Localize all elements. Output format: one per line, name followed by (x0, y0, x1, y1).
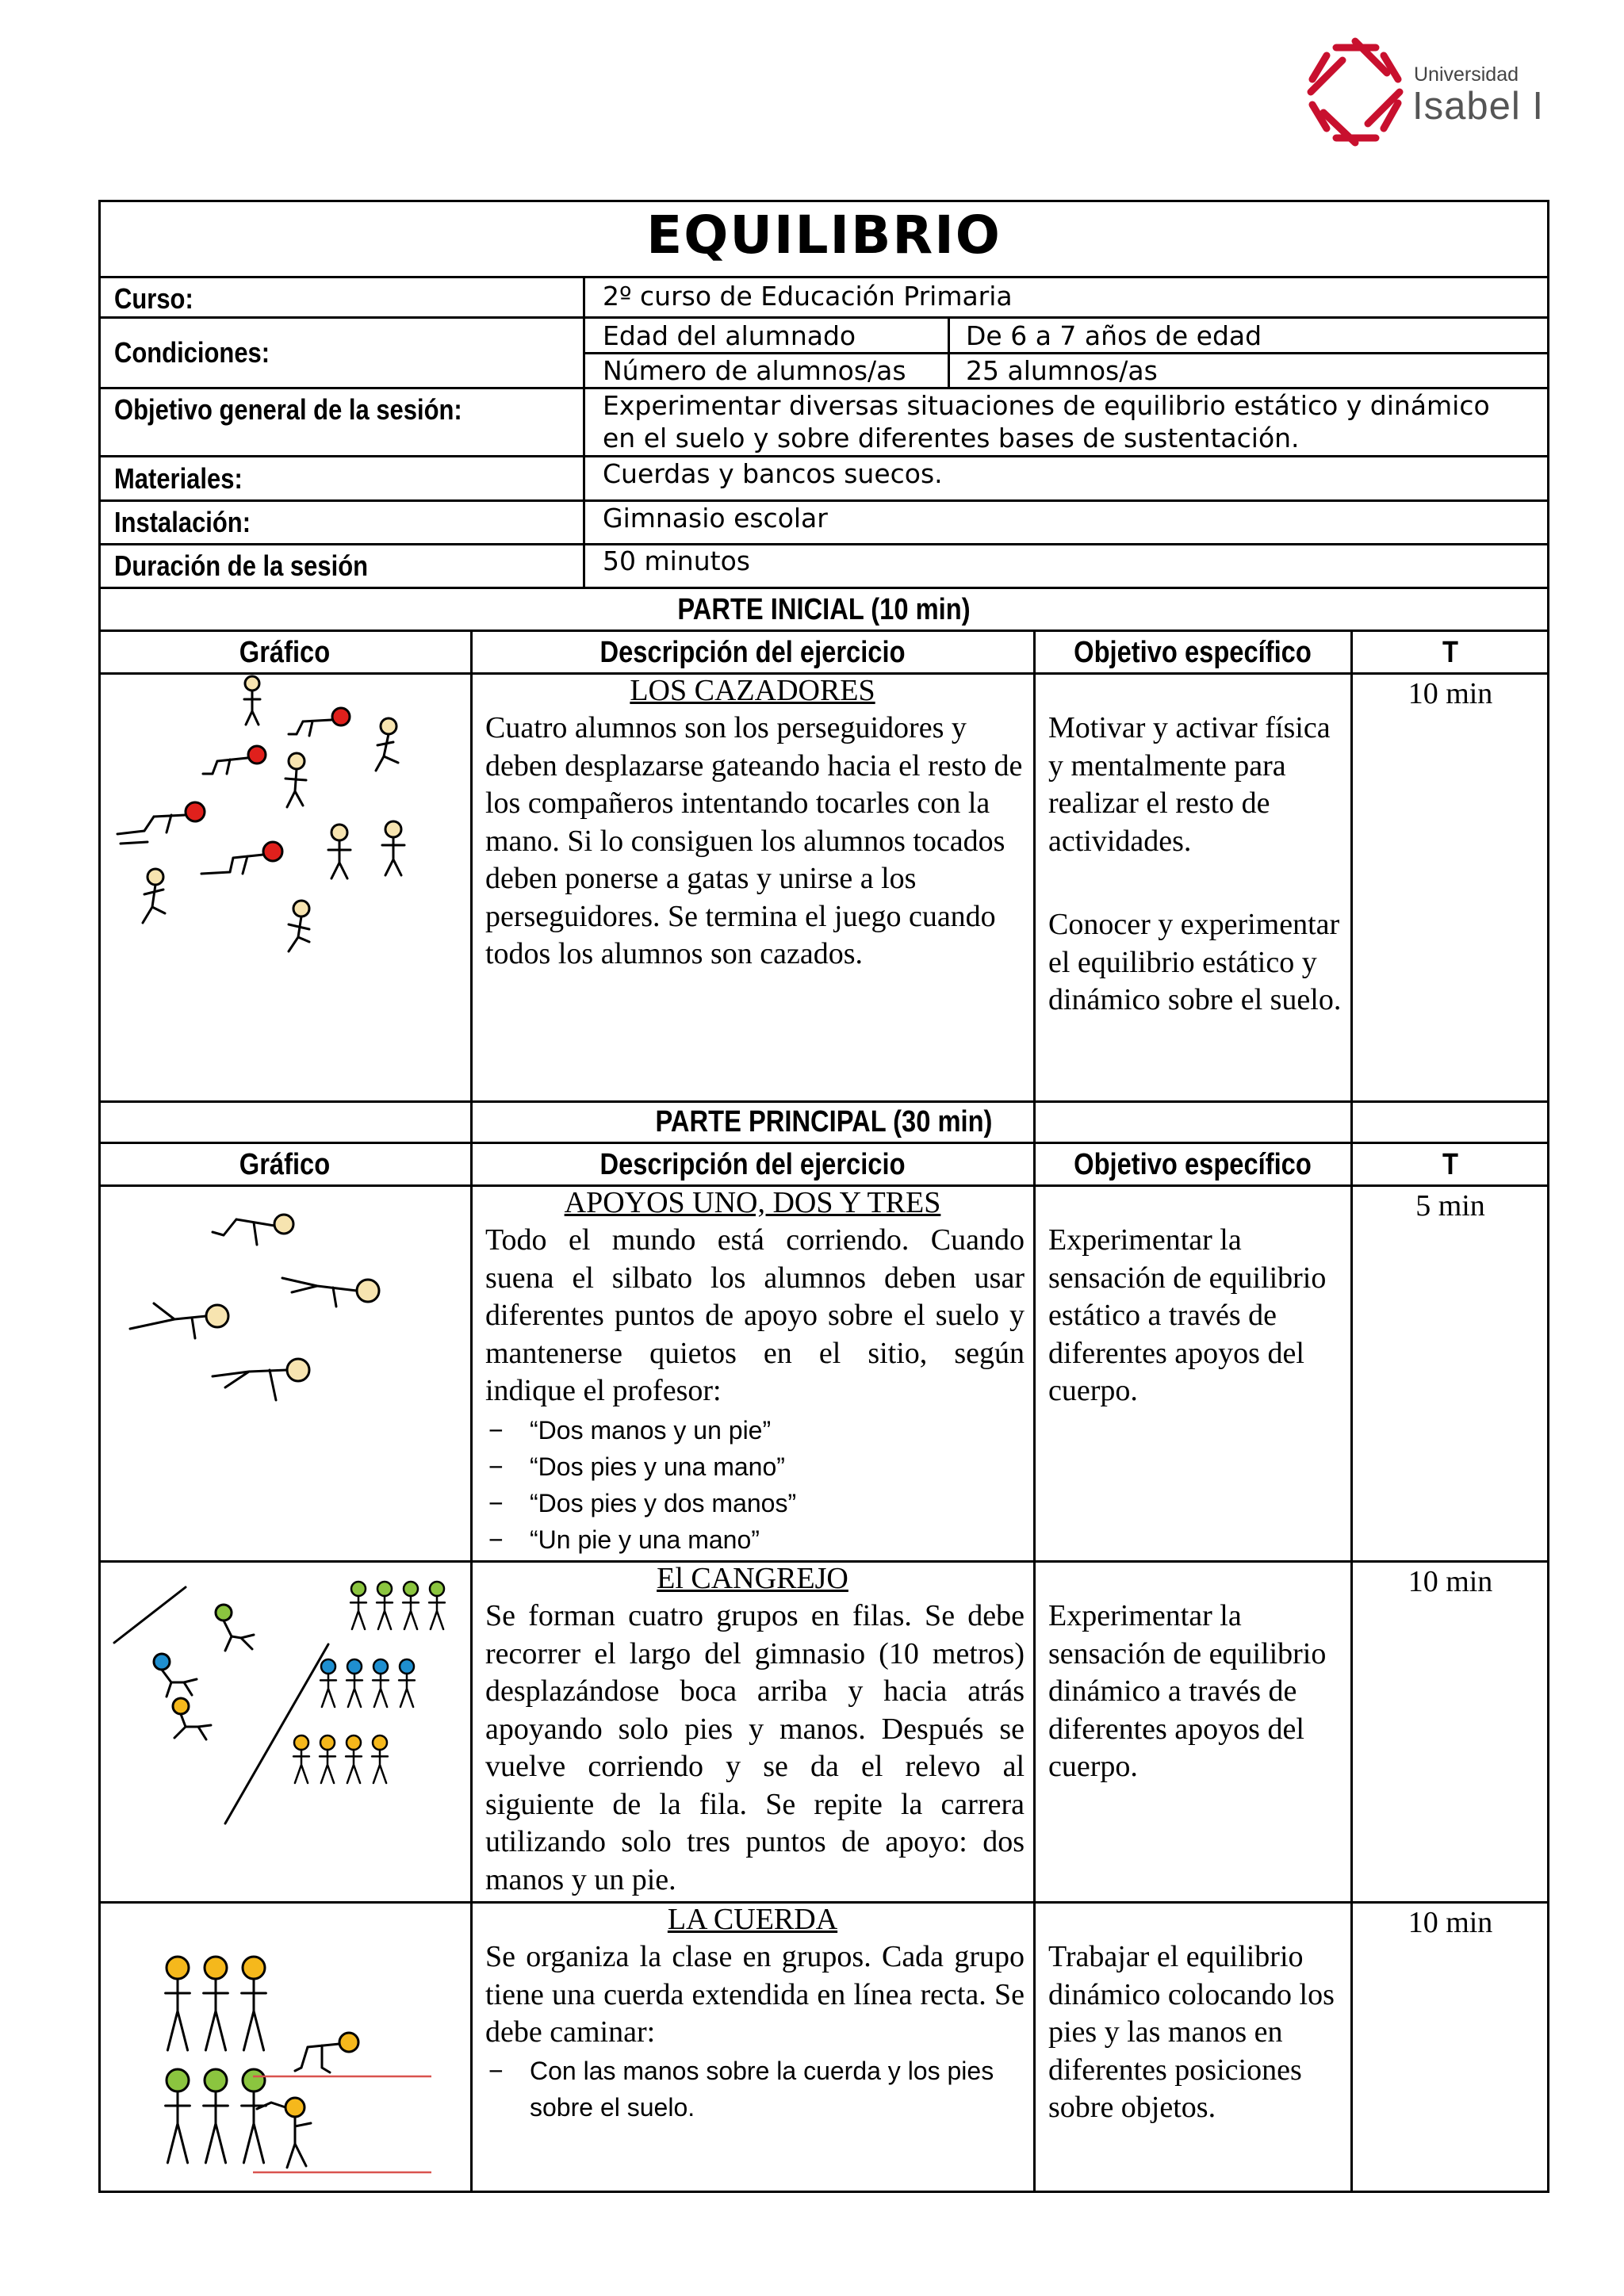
duracion-value: 50 minutos (603, 545, 750, 576)
stick-figure-head (167, 1957, 189, 1979)
cuerda-time: 10 min (1408, 1906, 1493, 1939)
stick-figure-body (346, 1750, 362, 1783)
cuerda-title: LA CUERDA (667, 1903, 838, 1936)
instalacion-label: Instalación: (114, 506, 251, 538)
cazadores-objective-1: Motivar y activar física y mentalmente para realizar el resto de actividades. (1048, 711, 1331, 858)
objetivo-general-label: Objetivo general de la sesión: (114, 393, 462, 426)
stick-figure-head (347, 1735, 361, 1750)
stick-figure-head (404, 1582, 418, 1596)
materiales-label: Materiales: (114, 462, 243, 495)
stick-figure-body (320, 1674, 336, 1707)
cazadores-illustration (98, 675, 471, 945)
col-tiempo-header-2: T (1442, 1148, 1458, 1181)
stick-figure-body (399, 1674, 415, 1707)
materiales-value: Cuerdas y bancos suecos. (603, 458, 943, 489)
stick-figure-head (400, 1659, 414, 1674)
logo-star-icon (1304, 40, 1408, 147)
stick-figure-head (377, 1582, 392, 1596)
logo-text-universidad: Universidad (1414, 63, 1519, 86)
stick-figure-body (347, 1674, 362, 1707)
numero-label: Número de alumnos/as (603, 355, 906, 386)
apoyos-list (487, 1412, 1026, 1558)
stick-figure-body (204, 2091, 228, 2163)
stick-figure-head (243, 2069, 265, 2091)
stick-figure-body (429, 1596, 445, 1629)
stick-figure-body (320, 1750, 335, 1783)
stick-figure-body (204, 1979, 228, 2050)
objetivo-general-line2: en el suelo y sobre diferentes bases de sustentación. (603, 423, 1300, 453)
stick-figure-body (403, 1596, 419, 1629)
stick-figure-head (205, 1957, 227, 1979)
condiciones-label: Condiciones: (114, 336, 270, 369)
edad-value: De 6 a 7 años de edad (966, 320, 1262, 351)
col-grafico-header-2: Gráfico (239, 1148, 331, 1181)
cuerda-illustration (98, 1904, 471, 2190)
stick-figure-head (351, 1582, 366, 1596)
duracion-label: Duración de la sesión (114, 549, 369, 582)
edad-label: Edad del alumnado (603, 320, 856, 351)
cazadores-objective-2: Conocer y experimentar el equilibrio estático y dinámico sobre el suelo. (1048, 908, 1342, 1016)
stick-figure-head (205, 2069, 227, 2091)
university-logo (1304, 40, 1566, 147)
curso-value: 2º curso de Educación Primaria (603, 281, 1013, 312)
cuerda-description: Se organiza la clase en grupos. Cada grupo tiene una cuerda extendida en línea recta. Se debe caminar: (485, 1940, 1025, 2049)
parte-inicial-heading: PARTE INICIAL (10 min) (677, 593, 971, 626)
stick-figure-body (242, 2091, 266, 2163)
cangrejo-description: Se forman cuatro grupos en filas. Se debe recorrer el largo del gimnasio (10 metros) desplazándose boca arriba y hacia atrás apoyando solo pies y manos. Después se vuelve corriendo y se da el relevo al siguiente de la fila. Se repite la carrera utilizando solo tres puntos de apoyo: dos manos y un pie. (485, 1599, 1025, 1896)
col-objetivo-header: Objetivo específico (1074, 636, 1312, 669)
list-item: − “Dos pies y una mano” (487, 1448, 1026, 1485)
stick-figure-head (320, 1735, 335, 1750)
stick-figure-head (347, 1659, 362, 1674)
instalacion-value: Gimnasio escolar (603, 503, 828, 534)
col-tiempo-header: T (1442, 636, 1458, 669)
col-objetivo-header-2: Objetivo específico (1074, 1148, 1312, 1181)
session-sheet (98, 200, 1549, 2193)
list-item: − “Un pie y una mano” (487, 1521, 1026, 1558)
cangrejo-objective: Experimentar la sensación de equilibrio dinámico a través de diferentes apoyos del cuerpo. (1048, 1599, 1327, 1783)
apoyos-objective: Experimentar la sensación de equilibrio estático a través de diferentes apoyos del cuerpo. (1048, 1223, 1327, 1407)
stick-figure-head (167, 2069, 189, 2091)
stick-figure-body (293, 1750, 309, 1783)
apoyos-description: Todo el mundo está corriendo. Cuando suena el silbato los alumnos deben usar diferentes puntos de apoyo sobre el suelo y mantenerse quietos en el sitio, según indique el profesor: (485, 1223, 1025, 1407)
stick-figure-head (373, 1659, 388, 1674)
stick-figure-head (294, 1735, 308, 1750)
apoyos-illustration (98, 1188, 471, 1560)
parte-principal-heading: PARTE PRINCIPAL (30 min) (655, 1105, 993, 1138)
stick-figure-body (377, 1596, 393, 1629)
stick-figure-head (373, 1735, 387, 1750)
stick-figure-body (372, 1750, 388, 1783)
cangrejo-illustration (98, 1563, 471, 1896)
stick-figure-body (166, 2091, 190, 2163)
col-descripcion-header-2: Descripción del ejercicio (599, 1148, 906, 1181)
cazadores-title: LOS CAZADORES (630, 674, 875, 707)
cangrejo-title: El CANGREJO (657, 1562, 848, 1595)
curso-label: Curso: (114, 282, 193, 315)
stick-figure-body (166, 1979, 190, 2050)
list-item: − “Dos pies y dos manos” (487, 1485, 1026, 1521)
page-title: EQUILIBRIO (646, 205, 1002, 266)
list-item: − “Dos manos y un pie” (487, 1412, 1026, 1448)
cuerda-list (487, 2053, 1018, 2126)
stick-figure-body (373, 1674, 389, 1707)
cuerda-objective: Trabajar el equilibrio dinámico colocando los pies y las manos en diferentes posiciones sobre objetos. (1048, 1940, 1335, 2124)
cazadores-time: 10 min (1408, 677, 1493, 710)
stick-figure-body (242, 1979, 266, 2050)
objetivo-general-line1: Experimentar diversas situaciones de equilibrio estático y dinámico (603, 390, 1490, 421)
cazadores-description: Cuatro alumnos son los perseguidores y deben desplazarse gateando hacia el resto de los compañeros intentando tocarles con la mano. Si lo consiguen los alumnos tocados deben ponerse a gatas y unirse a los perseguidores. Se termina el juego cuando todos los alumnos son cazados. (485, 711, 1023, 970)
stick-figure-head (321, 1659, 335, 1674)
stick-figure-head (243, 1957, 265, 1979)
cangrejo-time: 10 min (1408, 1565, 1493, 1598)
apoyos-time: 5 min (1415, 1189, 1485, 1223)
logo-text-isabel: Isabel I (1412, 85, 1544, 128)
numero-value: 25 alumnos/as (966, 355, 1158, 386)
apoyos-title: APOYOS UNO, DOS Y TRES (564, 1186, 941, 1219)
stick-figure-head (430, 1582, 444, 1596)
col-descripcion-header: Descripción del ejercicio (599, 636, 906, 669)
stick-figure-body (350, 1596, 366, 1629)
col-grafico-header: Gráfico (239, 636, 331, 669)
list-item: − Con las manos sobre la cuerda y los pies sobre el suelo. (487, 2053, 1018, 2126)
